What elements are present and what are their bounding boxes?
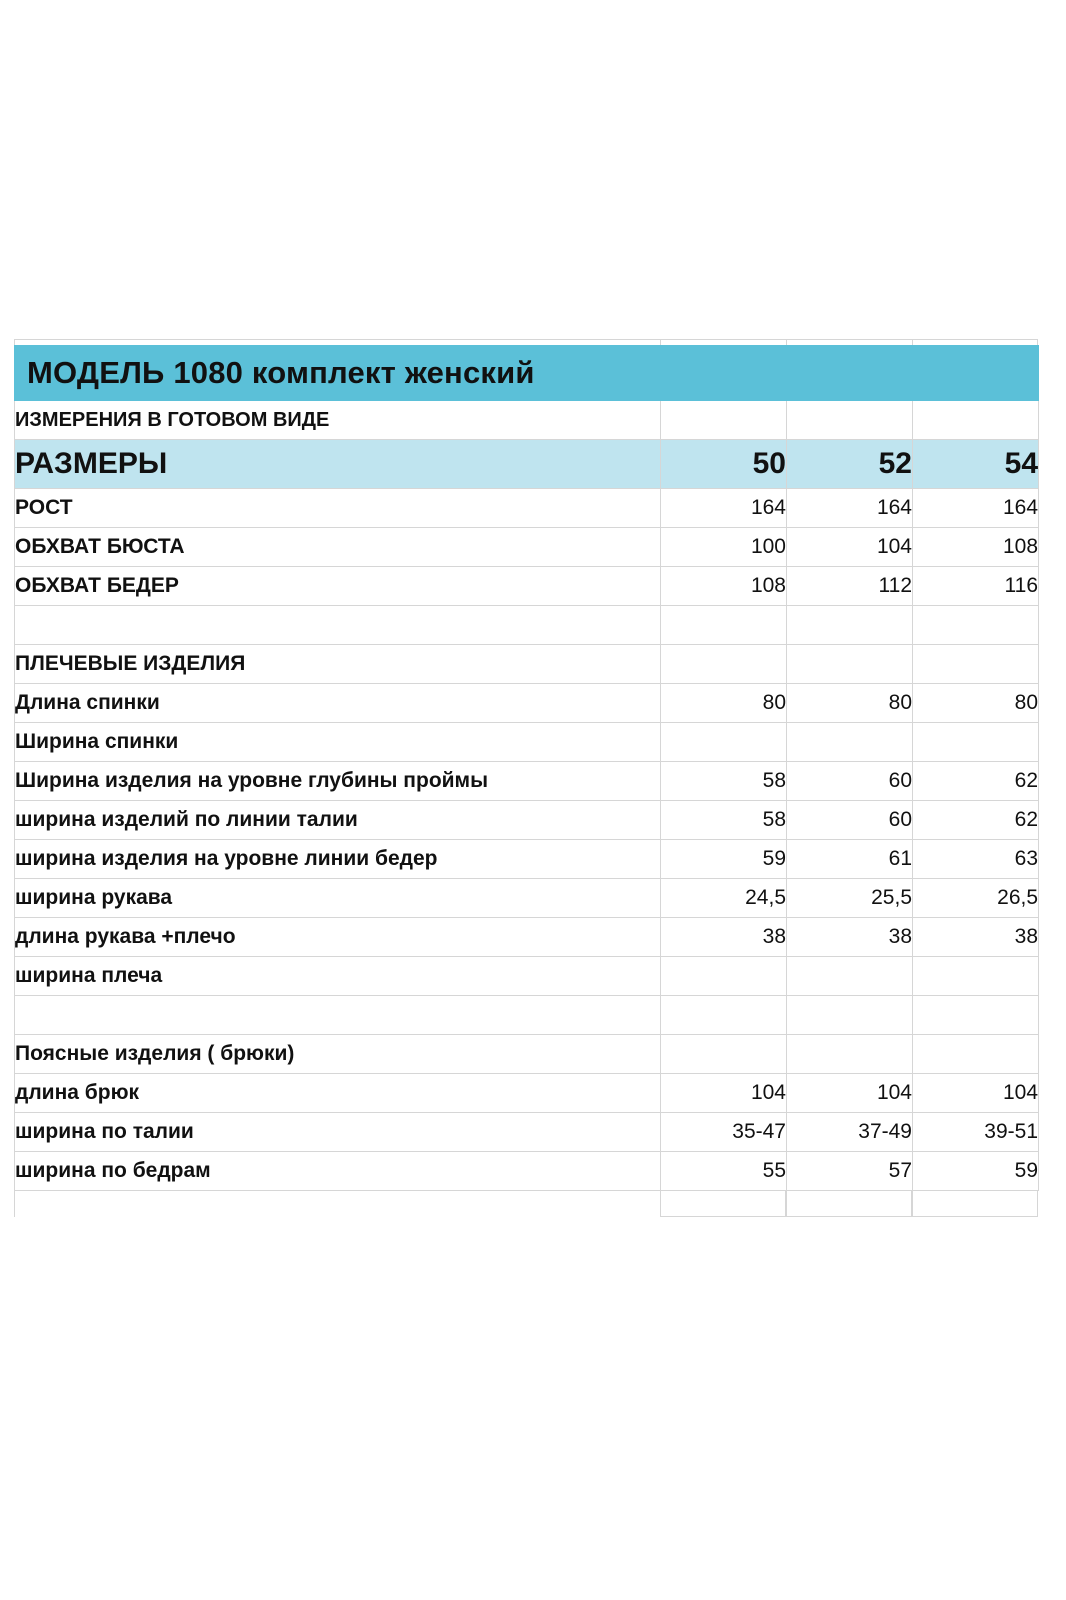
measurement-label: ширина плеча xyxy=(15,957,661,996)
table-row xyxy=(15,762,1039,801)
empty-cell xyxy=(661,401,787,440)
measurement-value: 80 xyxy=(661,684,787,723)
table-row xyxy=(15,840,1039,879)
measurement-label: ширина изделия на уровне линии бедер xyxy=(15,840,661,879)
measurement-value: 38 xyxy=(661,918,787,957)
measurement-value: 25,5 xyxy=(787,879,913,918)
table-row xyxy=(15,957,1039,996)
table-subtitle-row xyxy=(15,401,1039,440)
measurement-value: 80 xyxy=(787,684,913,723)
table-spacer-row xyxy=(15,606,1039,645)
measurement-value: 59 xyxy=(913,1152,1039,1191)
measurement-value: 60 xyxy=(787,762,913,801)
measurement-value xyxy=(787,606,913,645)
measurement-value: 112 xyxy=(787,567,913,606)
table-title-row xyxy=(15,346,1039,401)
table-row xyxy=(15,918,1039,957)
size-column-header: 50 xyxy=(661,440,787,489)
measurement-value: 164 xyxy=(913,489,1039,528)
measurement-value xyxy=(913,606,1039,645)
empty-cell xyxy=(913,401,1039,440)
empty-cell xyxy=(787,401,913,440)
measurement-value: 55 xyxy=(661,1152,787,1191)
document-title: МОДЕЛЬ 1080 комплект женский xyxy=(27,355,535,390)
measurement-label: длина брюк xyxy=(15,1074,661,1113)
measurement-value: 58 xyxy=(661,801,787,840)
measurement-value: 38 xyxy=(787,918,913,957)
table-row xyxy=(15,684,1039,723)
measurement-value xyxy=(661,1035,787,1074)
measurement-value xyxy=(787,957,913,996)
table-row xyxy=(15,1113,1039,1152)
document-subtitle: ИЗМЕРЕНИЯ В ГОТОВОМ ВИДЕ xyxy=(15,401,661,440)
table-title-cell xyxy=(15,346,1039,401)
measurement-value: 38 xyxy=(913,918,1039,957)
measurement-value: 58 xyxy=(661,762,787,801)
measurement-value: 104 xyxy=(787,1074,913,1113)
measurement-label: ПЛЕЧЕВЫЕ ИЗДЕЛИЯ xyxy=(15,645,661,684)
measurement-value: 104 xyxy=(913,1074,1039,1113)
table-row xyxy=(15,1035,1039,1074)
size-column-header: 54 xyxy=(913,440,1039,489)
measurement-value xyxy=(787,996,913,1035)
measurement-label: ОБХВАТ БЕДЕР xyxy=(15,567,661,606)
grid-cell xyxy=(14,1191,660,1217)
measurement-label: ОБХВАТ БЮСТА xyxy=(15,528,661,567)
measurement-value: 63 xyxy=(913,840,1039,879)
measurement-value xyxy=(661,996,787,1035)
measurement-value: 39-51 xyxy=(913,1113,1039,1152)
measurement-label: ширина по бедрам xyxy=(15,1152,661,1191)
measurement-value xyxy=(787,723,913,762)
measurement-value: 59 xyxy=(661,840,787,879)
measurement-value xyxy=(913,996,1039,1035)
measurement-value xyxy=(913,1035,1039,1074)
measurement-label: РОСТ xyxy=(15,489,661,528)
measurement-label xyxy=(15,996,661,1035)
measurement-value: 24,5 xyxy=(661,879,787,918)
measurement-label: Ширина спинки xyxy=(15,723,661,762)
measurement-label: ширина изделий по линии талии xyxy=(15,801,661,840)
table-spacer-row xyxy=(15,996,1039,1035)
measurement-value xyxy=(661,645,787,684)
measurement-value xyxy=(913,957,1039,996)
measurement-value: 60 xyxy=(787,801,913,840)
measurement-value: 37-49 xyxy=(787,1113,913,1152)
measurement-value: 26,5 xyxy=(913,879,1039,918)
measurement-label: Ширина изделия на уровне глубины проймы xyxy=(15,762,661,801)
measurement-value: 62 xyxy=(913,762,1039,801)
measurement-value xyxy=(661,606,787,645)
grid-cell xyxy=(786,1191,912,1217)
grid-cell xyxy=(660,1191,786,1217)
measurement-value: 104 xyxy=(787,528,913,567)
measurement-value: 108 xyxy=(661,567,787,606)
measurement-value: 62 xyxy=(913,801,1039,840)
table-row xyxy=(15,645,1039,684)
table-row xyxy=(15,879,1039,918)
measurement-value xyxy=(787,645,913,684)
measurement-value xyxy=(661,957,787,996)
table-row xyxy=(15,723,1039,762)
measurement-value: 108 xyxy=(913,528,1039,567)
measurement-value: 116 xyxy=(913,567,1039,606)
measurement-value: 35-47 xyxy=(661,1113,787,1152)
measurement-value: 164 xyxy=(787,489,913,528)
spreadsheet-grid-bottom xyxy=(14,1191,1038,1217)
measurement-value xyxy=(661,723,787,762)
size-chart-sheet xyxy=(14,345,1038,1191)
sizes-header-label: РАЗМЕРЫ xyxy=(15,440,661,489)
measurement-label: ширина по талии xyxy=(15,1113,661,1152)
measurement-value xyxy=(913,645,1039,684)
grid-cell xyxy=(912,1191,1038,1217)
table-row xyxy=(15,1152,1039,1191)
measurement-value xyxy=(913,723,1039,762)
table-row xyxy=(15,489,1039,528)
measurement-value: 164 xyxy=(661,489,787,528)
table-row xyxy=(15,801,1039,840)
table-row xyxy=(15,528,1039,567)
table-row xyxy=(15,1074,1039,1113)
measurement-value: 80 xyxy=(913,684,1039,723)
measurement-value: 61 xyxy=(787,840,913,879)
table-row xyxy=(15,567,1039,606)
measurement-value: 104 xyxy=(661,1074,787,1113)
measurement-label: Поясные изделия ( брюки) xyxy=(15,1035,661,1074)
size-chart-table xyxy=(14,345,1039,1191)
measurement-label: ширина рукава xyxy=(15,879,661,918)
measurement-value: 57 xyxy=(787,1152,913,1191)
size-column-header: 52 xyxy=(787,440,913,489)
grid-line-horizontal xyxy=(14,339,1038,340)
measurement-value xyxy=(787,1035,913,1074)
table-header-row xyxy=(15,440,1039,489)
measurement-label: Длина спинки xyxy=(15,684,661,723)
measurement-label xyxy=(15,606,661,645)
measurement-value: 100 xyxy=(661,528,787,567)
measurement-label: длина рукава +плечо xyxy=(15,918,661,957)
